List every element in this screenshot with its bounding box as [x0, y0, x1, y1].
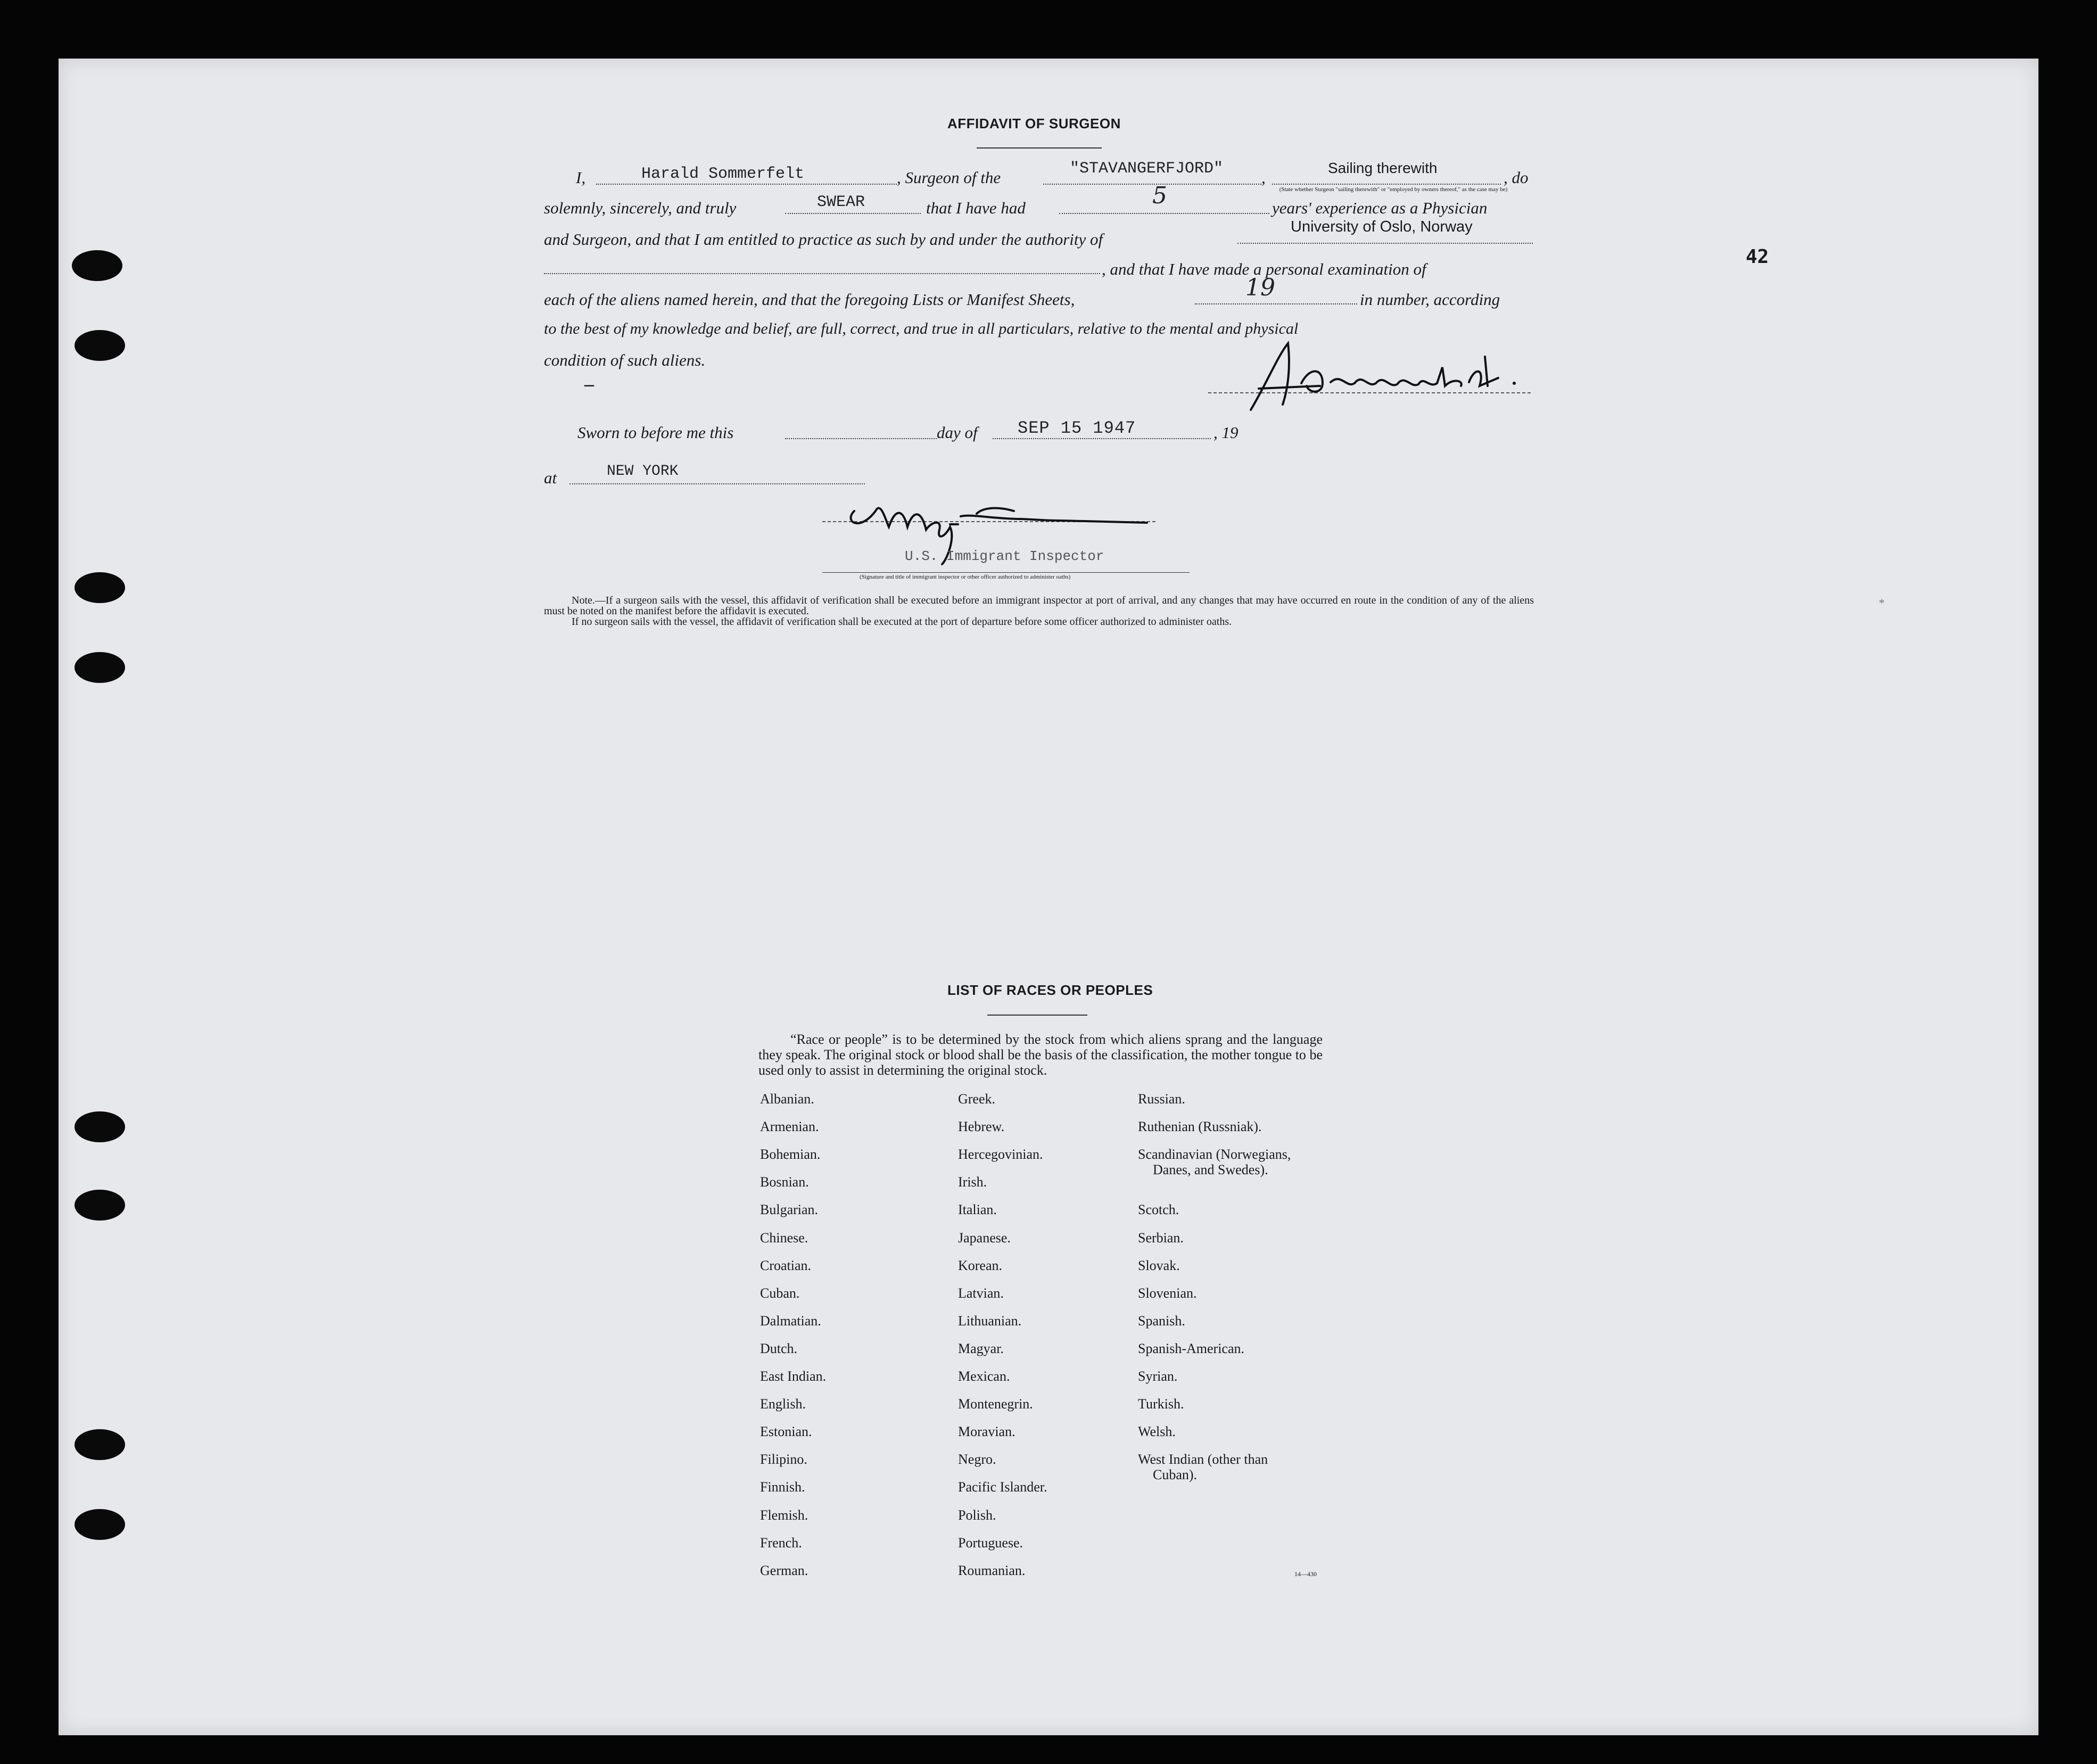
text-and-surgeon: and Surgeon, and that I am entitled to practice as such by and under the authority of	[544, 230, 1103, 249]
race-entry: English.	[760, 1396, 806, 1412]
binder-hole	[75, 652, 125, 683]
race-entry: Armenian.	[760, 1119, 819, 1134]
race-entry: German.	[760, 1563, 808, 1578]
race-entry: French.	[760, 1535, 802, 1551]
swear-field-line	[785, 213, 921, 214]
race-entry: Hebrew.	[958, 1119, 1005, 1134]
race-entry: Finnish.	[760, 1479, 805, 1495]
ship-name-field: "STAVANGERFJORD"	[1070, 160, 1224, 178]
surgeon-name-field: Harald Sommerfelt	[641, 165, 805, 183]
capacity-field-line	[1272, 184, 1501, 185]
race-entry: Croatian.	[760, 1258, 812, 1273]
race-entry: Roumanian.	[958, 1563, 1026, 1578]
inspector-title-stamp: U.S. Immigrant Inspector	[905, 548, 1104, 564]
text-at: at	[544, 468, 557, 487]
race-entry: Spanish.	[1138, 1313, 1185, 1329]
races-title-underline	[987, 1015, 1087, 1016]
race-entry: Syrian.	[1138, 1369, 1178, 1384]
capacity-note: (State whether Surgeon "sailing therewith" or "employed by owners thereof," as the case may be)	[1279, 186, 1508, 193]
binder-hole	[72, 250, 122, 281]
races-intro: “Race or people” is to be determined by the stock from which aliens sprang and the language they speak. The original stock or blood shall be the basis of the classification, the mother tongue to be used only to assist in determining the original stock.	[758, 1032, 1323, 1078]
race-entry: Scotch.	[1138, 1202, 1179, 1217]
race-entry: West Indian (other than	[1138, 1452, 1268, 1467]
text-comma: ,	[1261, 168, 1266, 187]
race-entry: Dalmatian.	[760, 1313, 821, 1329]
binder-hole	[75, 330, 125, 361]
text-solemnly: solemnly, sincerely, and truly	[544, 199, 737, 217]
race-entry: Turkish.	[1138, 1396, 1184, 1412]
margin-mark: *	[1879, 596, 1885, 609]
sheets-field: 19	[1245, 274, 1275, 301]
inspector-signature-line	[822, 572, 1190, 573]
race-entry: Polish.	[958, 1507, 996, 1523]
text-best-knowledge: to the best of my knowledge and belief, are full, correct, and true in all particulars, relative to the mental and physical	[544, 320, 1299, 337]
race-entry: Welsh.	[1138, 1424, 1176, 1439]
race-entry: Slovak.	[1138, 1258, 1180, 1273]
race-entry: Magyar.	[958, 1341, 1004, 1356]
sworn-day-field-line	[785, 438, 937, 439]
binder-hole	[75, 1509, 125, 1540]
race-entry: Negro.	[958, 1452, 996, 1467]
years-field-line	[1059, 213, 1269, 214]
race-entry: Spanish-American.	[1138, 1341, 1245, 1356]
race-entry: Bosnian.	[760, 1174, 809, 1190]
document-sheet	[59, 59, 2038, 1735]
binder-hole	[75, 572, 125, 603]
note-paragraph-1: Note.—If a surgeon sails with the vessel, this affidavit of verification shall be executed before an immigrant inspector at port of arrival, and any changes that may have occurred en route in the condition of any of the aliens must be noted on the manifest before the affidavit is executed.	[544, 595, 1534, 617]
race-entry: Latvian.	[958, 1285, 1004, 1301]
race-entry: Mexican.	[958, 1369, 1010, 1384]
text-day-of: day of	[937, 423, 978, 442]
race-entry: Moravian.	[958, 1424, 1016, 1439]
race-entry: Filipino.	[760, 1452, 807, 1467]
race-entry: Portuguese.	[958, 1535, 1023, 1551]
race-entry: Korean.	[958, 1258, 1003, 1273]
date-field-line	[993, 438, 1211, 439]
race-entry: Irish.	[958, 1174, 987, 1190]
capacity-field: Sailing therewith	[1328, 160, 1438, 176]
race-entry: Italian.	[958, 1202, 997, 1217]
races-title: LIST OF RACES OR PEOPLES	[947, 982, 1153, 998]
date-stamp: SEP 15 1947	[1018, 418, 1136, 438]
race-entry: Slovenian.	[1138, 1285, 1197, 1301]
text-condition: condition of such aliens.	[544, 351, 706, 369]
dash-mark: –	[584, 373, 594, 394]
swear-field: SWEAR	[817, 193, 865, 211]
authority-field-line	[1237, 243, 1533, 244]
place-field-line	[569, 483, 865, 484]
race-entry: Bohemian.	[760, 1147, 821, 1162]
authority-field: University of Oslo, Norway	[1291, 218, 1473, 235]
race-entry: Serbian.	[1138, 1230, 1184, 1246]
text-in-number: in number, according	[1360, 290, 1500, 309]
text-year-19: , 19	[1213, 423, 1239, 442]
text-i: I,	[576, 168, 586, 187]
race-entry: Bulgarian.	[760, 1202, 819, 1217]
text-each-of-the-aliens: each of the aliens named herein, and that the foregoing Lists or Manifest Sheets,	[544, 290, 1075, 309]
race-entry: Greek.	[958, 1091, 996, 1107]
page-number: 42	[1746, 246, 1769, 268]
form-number: 14—430	[1294, 1570, 1317, 1578]
race-entry: Pacific Islander.	[958, 1479, 1047, 1495]
surgeon-name-field-line	[596, 184, 897, 185]
race-entry: Flemish.	[760, 1507, 808, 1523]
race-entry: Hercegovinian.	[958, 1147, 1043, 1162]
title-underline	[977, 147, 1102, 149]
text-that-i-have-had: that I have had	[926, 199, 1026, 217]
text-sworn: Sworn to before me this	[577, 423, 734, 442]
authority-continued-line	[544, 273, 1100, 274]
race-entry: Danes, and Swedes).	[1153, 1162, 1268, 1177]
surgeon-signature	[1208, 335, 1538, 415]
text-do: , do	[1504, 168, 1529, 187]
race-entry: Lithuanian.	[958, 1313, 1022, 1329]
race-entry: Russian.	[1138, 1091, 1185, 1107]
race-entry: East Indian.	[760, 1369, 827, 1384]
note-paragraph-2: If no surgeon sails with the vessel, the affidavit of verification shall be executed at the port of departure before some officer authorized to administer oaths.	[572, 616, 1232, 628]
binder-hole	[75, 1190, 125, 1221]
signature-caption: (Signature and title of immigrant inspector or other officer authorized to administer oaths)	[860, 574, 1071, 580]
text-years-experience: years' experience as a Physician	[1272, 199, 1488, 217]
text-surgeon-of-the: , Surgeon of the	[897, 168, 1001, 187]
place-stamp: NEW YORK	[607, 463, 679, 480]
race-entry: Ruthenian (Russniak).	[1138, 1119, 1262, 1134]
race-entry: Chinese.	[760, 1230, 808, 1246]
race-entry: Montenegrin.	[958, 1396, 1033, 1412]
race-entry: Cuban.	[760, 1285, 800, 1301]
sheets-field-line	[1195, 303, 1357, 304]
race-entry: Japanese.	[958, 1230, 1011, 1246]
race-entry: Scandinavian (Norwegians,	[1138, 1147, 1291, 1162]
years-field: 5	[1152, 182, 1167, 209]
race-entry: Albanian.	[760, 1091, 814, 1107]
binder-hole	[75, 1111, 125, 1142]
race-entry: Estonian.	[760, 1424, 812, 1439]
affidavit-title: AFFIDAVIT OF SURGEON	[947, 116, 1121, 131]
race-entry: Dutch.	[760, 1341, 798, 1356]
binder-hole	[75, 1429, 125, 1460]
text-personal-examination: , and that I have made a personal examination of	[1102, 260, 1426, 278]
race-entry: Cuban).	[1153, 1467, 1198, 1482]
